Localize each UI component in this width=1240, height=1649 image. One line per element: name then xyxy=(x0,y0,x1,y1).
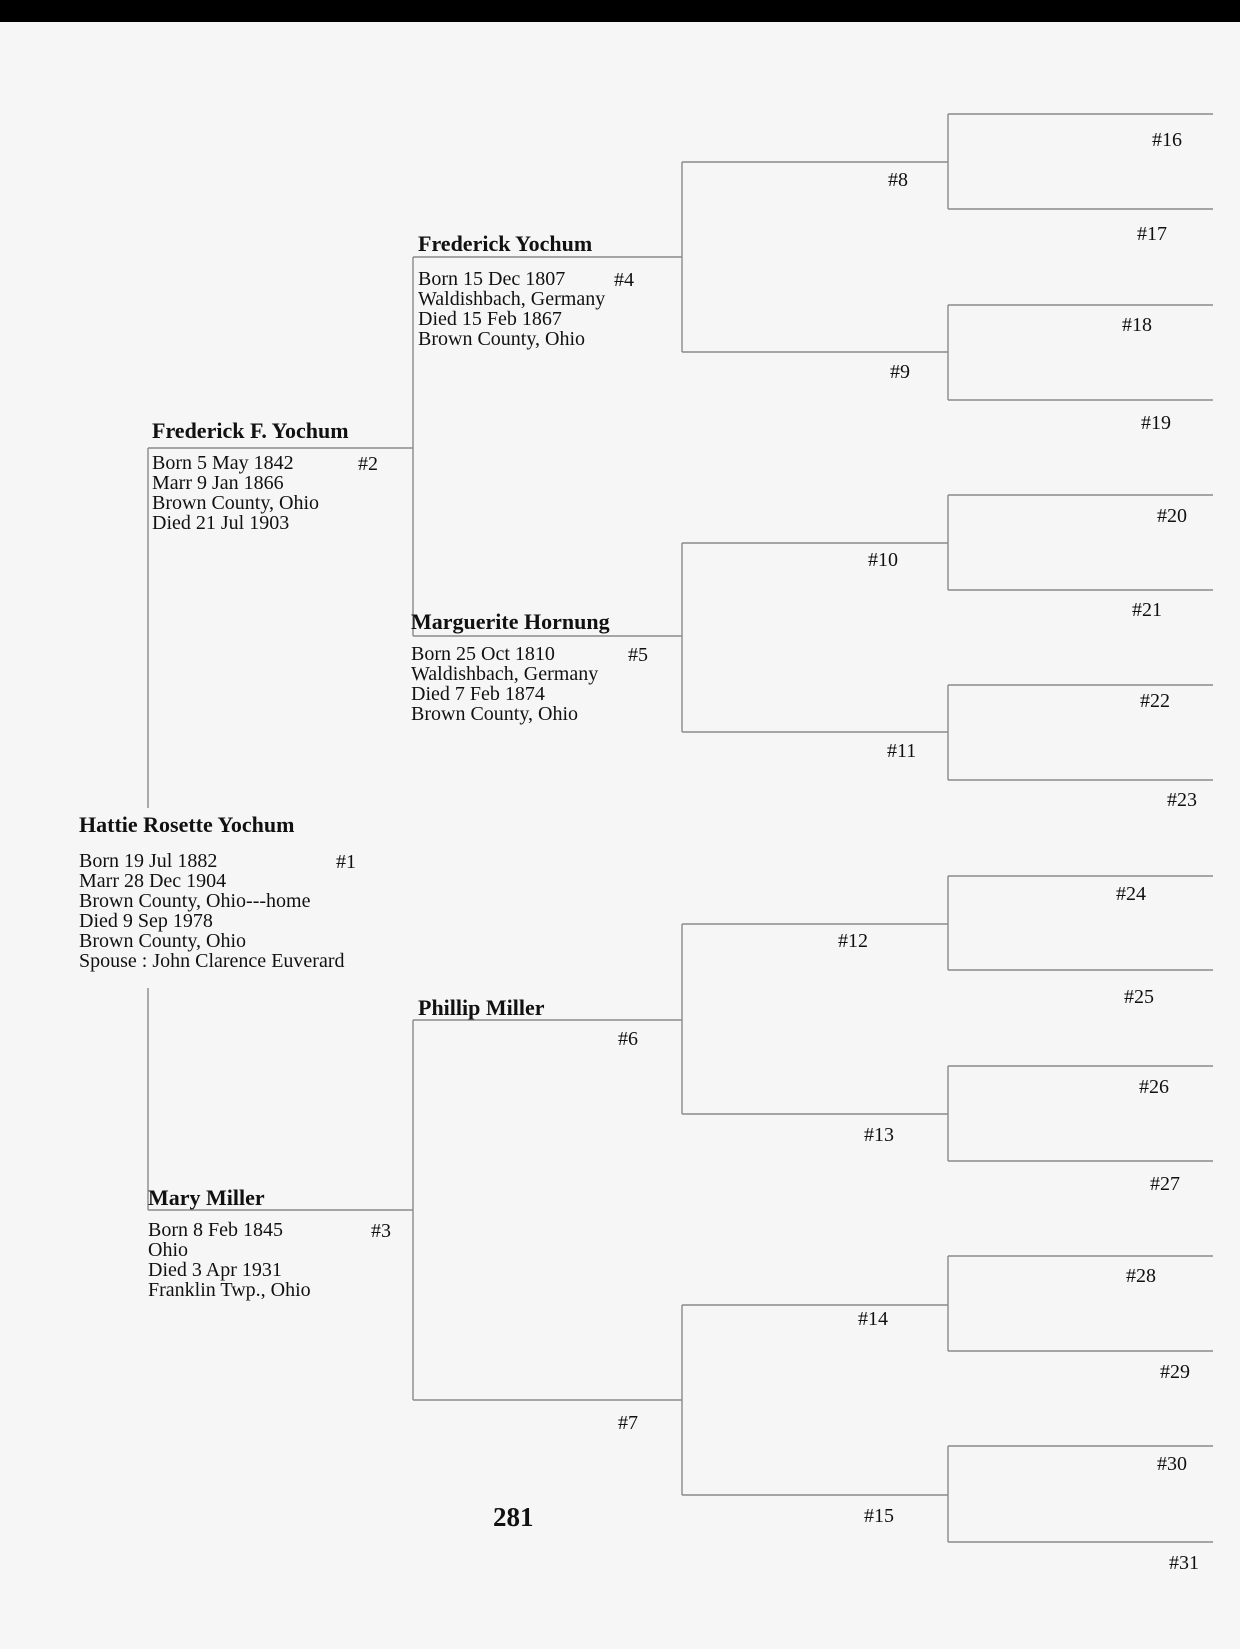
person-1-died: Died 9 Sep 1978 xyxy=(79,910,213,932)
person-3-born: Born 8 Feb 1845 xyxy=(148,1219,283,1241)
person-5-death-place: Brown County, Ohio xyxy=(411,703,579,725)
slot-10-number: #10 xyxy=(868,549,898,571)
page-number: 281 xyxy=(493,1502,534,1532)
person-6-number: #6 xyxy=(618,1028,638,1050)
person-4-died: Died 15 Feb 1867 xyxy=(418,308,562,330)
person-1-spouse: Spouse : John Clarence Euverard xyxy=(79,950,345,972)
person-5-born: Born 25 Oct 1810 xyxy=(411,643,555,665)
slot-19-number: #19 xyxy=(1141,412,1171,434)
person-2-number: #2 xyxy=(358,453,378,475)
person-7-number: #7 xyxy=(618,1412,638,1434)
person-3-details xyxy=(148,1220,311,1300)
person-1-death-place: Brown County, Ohio xyxy=(79,930,247,952)
person-5-number: #5 xyxy=(628,644,648,666)
person-4-death-place: Brown County, Ohio xyxy=(418,328,586,350)
slot-27-number: #27 xyxy=(1150,1173,1180,1195)
person-1-marriage-place: Brown County, Ohio---home xyxy=(79,890,311,912)
slot-15-number: #15 xyxy=(864,1505,894,1527)
slot-23-number: #23 xyxy=(1167,789,1197,811)
slot-20-number: #20 xyxy=(1157,505,1187,527)
person-5-details xyxy=(411,644,598,724)
person-4-details xyxy=(418,269,605,349)
slot-14-number: #14 xyxy=(858,1308,888,1330)
slot-24-number: #24 xyxy=(1116,883,1146,905)
slot-26-number: #26 xyxy=(1139,1076,1169,1098)
person-4-born: Born 15 Dec 1807 xyxy=(418,268,566,290)
person-1-married: Marr 28 Dec 1904 xyxy=(79,870,227,892)
person-2-marriage-place: Brown County, Ohio xyxy=(152,492,320,514)
slot-29-number: #29 xyxy=(1160,1361,1190,1383)
slot-8-number: #8 xyxy=(888,169,908,191)
person-4-birth-place: Waldishbach, Germany xyxy=(418,288,606,310)
person-1-born: Born 19 Jul 1882 xyxy=(79,850,218,872)
slot-31-number: #31 xyxy=(1169,1552,1199,1574)
person-3-died: Died 3 Apr 1931 xyxy=(148,1259,282,1281)
slot-12-number: #12 xyxy=(838,930,868,952)
person-2-died: Died 21 Jul 1903 xyxy=(152,512,290,534)
slot-21-number: #21 xyxy=(1132,599,1162,621)
person-5-died: Died 7 Feb 1874 xyxy=(411,683,545,705)
slot-16-number: #16 xyxy=(1152,129,1182,151)
person-1-name: Hattie Rosette Yochum xyxy=(79,812,295,837)
slot-25-number: #25 xyxy=(1124,986,1154,1008)
person-6-name: Phillip Miller xyxy=(418,995,545,1020)
slot-22-number: #22 xyxy=(1140,690,1170,712)
slot-28-number: #28 xyxy=(1126,1265,1156,1287)
person-4-name: Frederick Yochum xyxy=(418,231,593,256)
person-1-details xyxy=(79,851,344,971)
slot-30-number: #30 xyxy=(1157,1453,1187,1475)
person-3-birth-place: Ohio xyxy=(148,1239,188,1261)
person-5-birth-place: Waldishbach, Germany xyxy=(411,663,599,685)
person-3-name: Mary Miller xyxy=(148,1185,265,1210)
slot-17-number: #17 xyxy=(1137,223,1167,245)
slot-18-number: #18 xyxy=(1122,314,1152,336)
slot-11-number: #11 xyxy=(887,740,917,762)
person-5-name: Marguerite Hornung xyxy=(411,609,610,634)
person-3-death-place: Franklin Twp., Ohio xyxy=(148,1279,311,1301)
slot-9-number: #9 xyxy=(890,361,910,383)
person-3-number: #3 xyxy=(371,1220,391,1242)
person-2-married: Marr 9 Jan 1866 xyxy=(152,472,284,494)
person-2-born: Born 5 May 1842 xyxy=(152,452,294,474)
person-4-number: #4 xyxy=(614,269,634,291)
person-2-details xyxy=(152,453,319,533)
slot-13-number: #13 xyxy=(864,1124,894,1146)
person-2-name: Frederick F. Yochum xyxy=(152,418,349,443)
person-1-number: #1 xyxy=(336,851,356,873)
